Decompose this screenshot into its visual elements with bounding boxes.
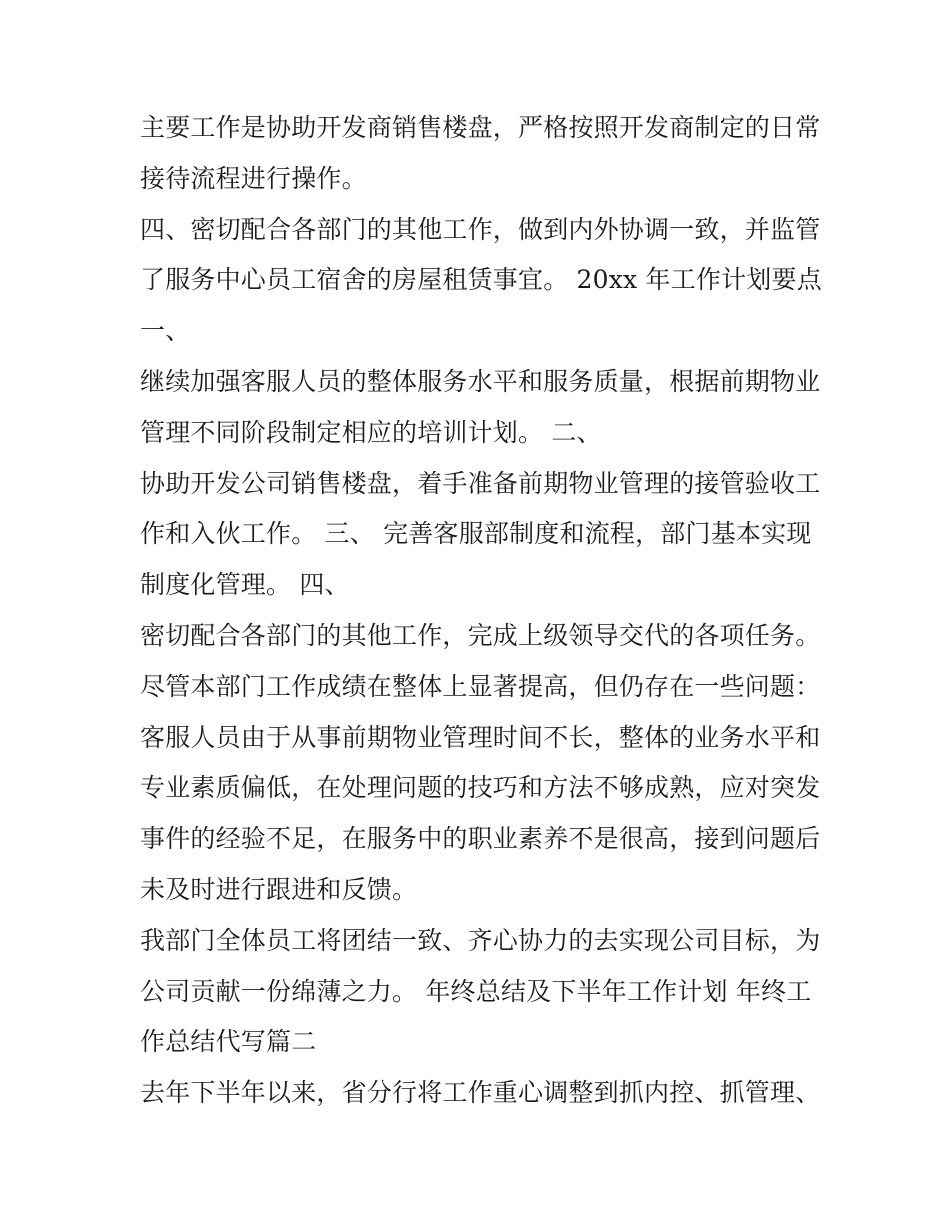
- text-line: 了服务中心员工宿舍的房屋租赁事宜。 20xx 年工作计划要点: [140, 265, 822, 295]
- text-line: 继续加强客服人员的整体服务水平和服务质量，根据前期物业: [140, 366, 821, 396]
- text-line: 制度化管理。 四、: [140, 570, 350, 600]
- text-line: 协助开发公司销售楼盘，着手准备前期物业管理的接管验收工: [140, 468, 821, 498]
- document-body: [140, 103, 820, 1119]
- text-line: 客服人员由于从事前期物业管理时间不长，整体的业务水平和: [140, 722, 821, 752]
- text-line: 作总结代写篇二: [140, 1027, 317, 1057]
- text-line: 四、密切配合各部门的其他工作，做到内外协调一致，并监管: [140, 214, 821, 244]
- text-line: 密切配合各部门的其他工作，完成上级领导交代的各项任务。: [140, 620, 821, 650]
- text-line: 事件的经验不足，在服务中的职业素养不是很高，接到问题后: [140, 824, 821, 854]
- text-line: 作和入伙工作。 三、 完善客服部制度和流程，部门基本实现: [140, 519, 812, 549]
- text-line: 尽管本部门工作成绩在整体上显著提高，但仍存在一些问题：: [140, 671, 821, 701]
- text-line: 公司贡献一份绵薄之力。 年终总结及下半年工作计划 年终工: [140, 976, 812, 1006]
- text-line: 专业素质偏低，在处理问题的技巧和方法不够成熟，应对突发: [140, 773, 821, 803]
- text-line: 一、: [140, 316, 191, 346]
- text-line: 管理不同阶段制定相应的培训计划。 二、: [140, 417, 602, 447]
- text-line: 主要工作是协助开发商销售楼盘，严格按照开发商制定的日常: [140, 113, 821, 142]
- text-line: 未及时进行跟进和反馈。: [140, 874, 418, 904]
- text-line: 去年下半年以来，省分行将工作重心调整到抓内控、抓管理、: [140, 1078, 821, 1108]
- text-line: 接待流程进行操作。: [140, 163, 367, 193]
- text-line: 我部门全体员工将团结一致、齐心协力的去实现公司目标，为: [140, 925, 821, 955]
